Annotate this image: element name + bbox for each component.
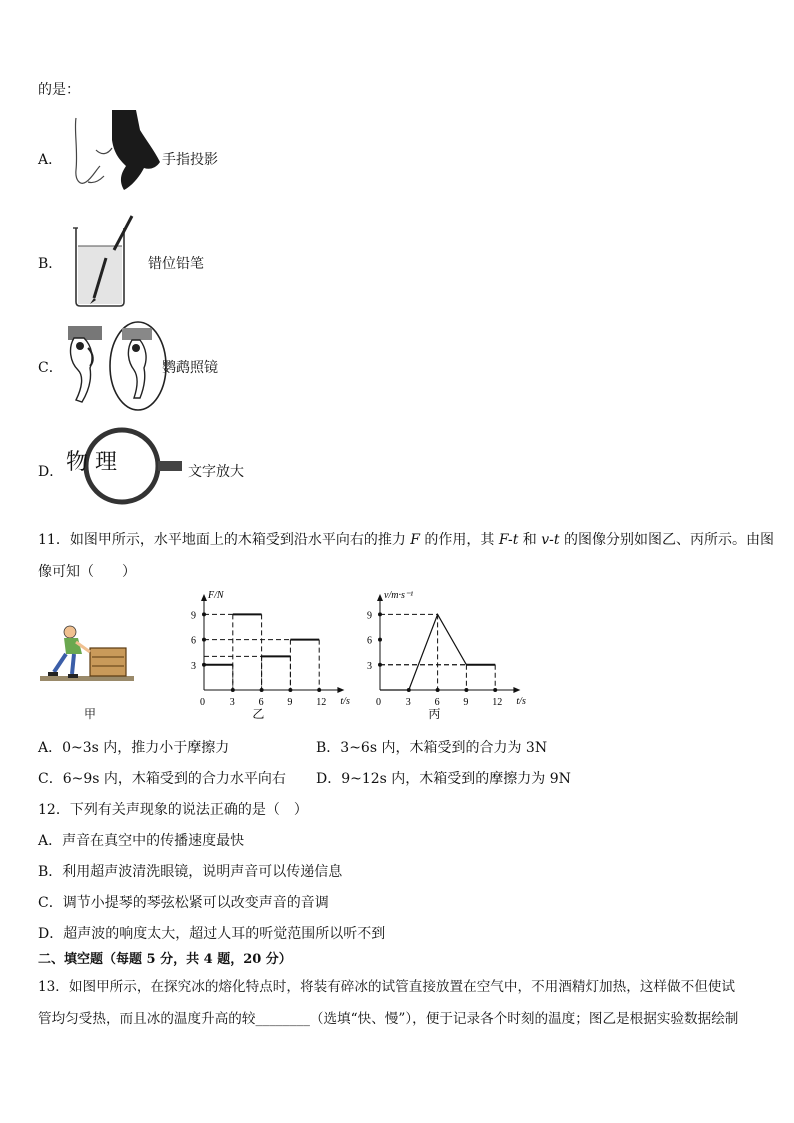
question-11-option-d: D．9~12s 内，木箱受到的摩擦力为 9N <box>316 771 571 787</box>
question-12-option-c: C．调节小提琴的琴弦松紧可以改变声音的音调 <box>38 895 329 911</box>
question-11-option-b: B．3~6s 内，木箱受到的合力为 3N <box>316 740 548 756</box>
x-tick-label: 3 <box>405 697 411 708</box>
option-c-label: 鹦鹉照镜 <box>162 360 218 376</box>
question-11-option-a: A．0~3s 内，推力小于摩擦力 <box>38 740 230 756</box>
x-tick-label: 9 <box>463 697 469 708</box>
x-axis-arrow <box>337 687 344 693</box>
y-tick-label: 9 <box>191 610 196 622</box>
option-b-label: 错位铅笔 <box>148 256 204 272</box>
y-tick-label: 6 <box>367 635 372 647</box>
y-axis-label: v/m·s⁻¹ <box>384 590 414 601</box>
hand-shadow-icon <box>66 110 166 192</box>
y-tick-dot <box>378 638 382 642</box>
x-tick-label: 3 <box>229 697 235 708</box>
option-a-label: 手指投影 <box>162 152 218 168</box>
y-tick-label: 6 <box>191 635 196 647</box>
parrot-mirror-icon <box>64 318 168 414</box>
x-tick-label: 12 <box>492 697 503 708</box>
y-tick-label: 3 <box>191 660 196 672</box>
option-b-letter: B． <box>38 256 63 272</box>
question-11-stem-line2: 像可知（ ） <box>38 564 136 580</box>
chart-caption: 乙 <box>252 707 265 720</box>
question-11-option-c: C．6~9s 内，木箱受到的合力水平向右 <box>38 771 286 787</box>
question-stem-tail: 的是： <box>38 82 80 98</box>
question-13-line2: 管均匀受热，而且冰的温度升高的较________（选填“快、慢”），便于记录各个时刻的温度；图乙是根据实验数据绘制 <box>38 1011 739 1027</box>
x-tick-label: 9 <box>287 697 293 708</box>
x-tick-label: 12 <box>316 697 327 708</box>
x-axis-label: t/s <box>516 696 526 707</box>
y-axis-arrow <box>377 594 383 601</box>
option-c-letter: C． <box>38 360 63 376</box>
question-12-option-b: B．利用超声波清洗眼镜，说明声音可以传递信息 <box>38 864 343 880</box>
option-a-letter: A． <box>38 152 63 168</box>
question-12-stem: 12．下列有关声现象的说法正确的是（ ） <box>38 802 308 818</box>
magnifier-text: 物 理 <box>66 450 117 475</box>
x-tick-label: 0 <box>200 697 205 708</box>
pencil-in-beaker-icon <box>70 214 140 310</box>
person-pushing-box-icon <box>40 624 136 686</box>
question-12-option-a: A．声音在真空中的传播速度最快 <box>38 833 245 849</box>
x-tick-label: 0 <box>376 697 381 708</box>
question-12-option-d: D．超声波的响度太大，超过人耳的听觉范围所以听不到 <box>38 926 386 942</box>
y-axis-arrow <box>201 594 207 601</box>
question-13-line1: 13．如图甲所示，在探究冰的熔化特点时，将装有碎冰的试管直接放置在空气中，不用酒精灯加热，这样做不但使试 <box>38 979 735 995</box>
x-tick-label: 6 <box>434 697 440 708</box>
x-tick-label: 6 <box>258 697 264 708</box>
y-tick-label: 3 <box>367 660 372 672</box>
option-d-letter: D． <box>38 464 64 480</box>
x-axis-arrow <box>513 687 520 693</box>
figure-jia-caption: 甲 <box>84 707 97 721</box>
y-tick-label: 9 <box>367 610 372 622</box>
y-axis-label: F/N <box>208 590 224 601</box>
question-11-stem-line1: 11．如图甲所示，水平地面上的木箱受到沿水平向右的推力 F 的作用，其 F-t 和 v-t 的图像分别如图乙、丙所示。由图 <box>38 532 774 548</box>
chart-caption: 丙 <box>428 707 441 720</box>
chart-force-time <box>186 590 356 720</box>
chart-velocity-time <box>362 590 532 720</box>
option-d-label: 文字放大 <box>188 464 244 480</box>
x-axis-label: t/s <box>340 696 350 707</box>
section-heading: 二、填空题（每题 5 分，共 4 题，20 分） <box>38 952 292 967</box>
